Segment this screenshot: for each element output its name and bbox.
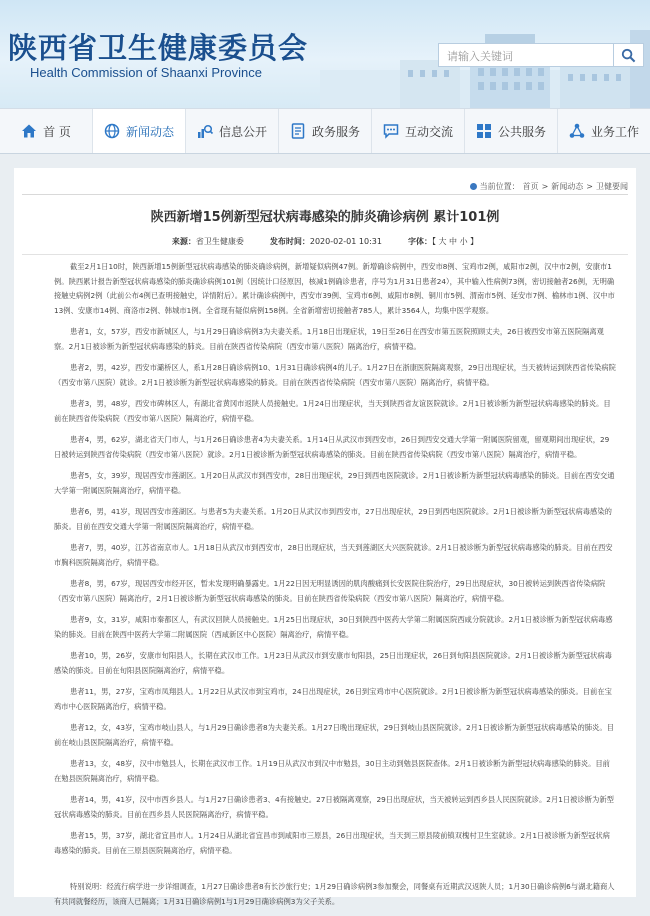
date-value: 2020-02-01 10:31 [309,237,382,246]
grid-icon [476,123,492,139]
site-title-en: Health Commission of Shaanxi Province [30,65,262,80]
article-paragraph: 患者15，男，37岁，湖北省宜昌市人。1月24日从湖北省宜昌市到咸阳市三原县，26日出现症状，当天到三原县陵前镇双槐村卫生室就诊。2月1日被诊断为新型冠状病毒感染的肺炎。目前在三原县医院隔离治疗，病情平稳。 [54,831,610,855]
nav-label: 政务服务 [311,124,360,139]
article-source [172,236,244,247]
nav-item-info-public[interactable] [186,109,279,153]
nav-item-gov-service[interactable] [279,109,372,153]
article-date [270,236,382,247]
font-size-control [408,236,478,247]
globe-icon [104,123,120,139]
article-paragraph: 患者7，男，40岁，江苏省南京市人。1月18日从武汉市到西安市，28日出现症状，当天到莲湖区大兴医院就诊。2月1日被诊断为新型冠状病毒感染的肺炎。目前在西安市胸科医院隔离治疗，病情平稳。 [54,543,613,567]
nav-item-news[interactable] [93,109,186,153]
font-label: 字体： [407,237,432,246]
home-icon [21,123,37,139]
article-paragraph: 患者9，女，31岁，咸阳市秦都区人，有武汉回陕人员接触史。1月25日出现症状，30日到陕西中医药大学第二附属医院西咸分院就诊。2月1日被诊断为新型冠状病毒感染的肺炎。目前在陕西中医药大学第二附属医院（西咸新区中心医院）隔离治疗，病情平稳。 [54,615,613,639]
breadcrumb-item-home[interactable]: 首页 [522,182,539,191]
divider [22,194,628,195]
article-paragraph: 患者12，女，43岁，宝鸡市岐山县人，与1月29日确诊患者8为夫妻关系。1月27日晚出现症状，29日到岐山县医院就诊。2月1日被诊断为新型冠状病毒感染的肺炎。目前在岐山县医院隔离治疗，病情平稳。 [54,723,614,747]
article-paragraph: 患者6，男，41岁，现居西安市莲湖区。与患者5为夫妻关系。1月20日从武汉市到西安市，27日出现症状，29日到西电医院就诊。2月1日被诊断为新型冠状病毒感染的肺炎。目前在西安交通大学第一附属医院隔离治疗，病情平稳。 [54,507,612,531]
search-button[interactable] [614,43,644,67]
nav-item-public-service[interactable] [465,109,558,153]
nav-label: 业务工作 [590,124,639,139]
article-special-note: 特别说明：经流行病学进一步详细调查，1月27日确诊患者8有长沙旅行史；1月29日确诊病例3参加聚会，同餐桌有近期武汉返陕人员；1月30日确诊病例6与湖北籍商人有共同就餐经历，该商人已隔离；1月31日确诊病例1与1月29日确诊病例3为父子关系。 [54,882,615,906]
breadcrumb-label: 当前位置： [479,182,520,191]
main-nav [0,108,650,154]
article-paragraph: 患者4，男，62岁，湖北省天门市人，与1月26日确诊患者4为夫妻关系。1月14日从武汉市到西安市，26日到西安交通大学第一附属医院留观，留观期间出现症状，29日被转运到陕西省传染病院（西安市第八医院）就诊。2月1日被诊断为新型冠状病毒感染的肺炎。目前在陕西省传染病院（西安市第八医院）隔离治疗，病情平稳。 [54,435,610,459]
header-building-illustration [320,30,650,108]
site-header [0,0,650,108]
breadcrumb-item-news[interactable]: 新闻动态 [551,182,584,191]
article-title: 陕西新增15例新型冠状病毒感染的肺炎确诊病例 累计101例 [150,210,500,225]
search-icon [621,48,636,63]
article-body [54,260,616,916]
article-paragraph: 患者5，女，39岁，现居西安市莲湖区。1月20日从武汉市到西安市，28日出现症状，29日到西电医院就诊。2月1日被诊断为新型冠状病毒感染的肺炎。目前在西安交通大学第一附属医院隔离治疗，病情平稳。 [54,471,615,495]
chat-icon [383,123,399,139]
site-title-cn[interactable]: 陕西省卫生健康委员会 [8,31,309,65]
breadcrumb [470,181,628,192]
breadcrumb-separator: > [541,182,549,191]
article-paragraph: 患者14，男，41岁，汉中市西乡县人。与1月27日确诊患者3、4有接触史。27日被隔离观察，29日出现症状，当天被转运到西乡县人民医院就诊。2月1日被诊断为新型冠状病毒感染的肺炎。目前在西乡县人民医院隔离治疗，病情平稳。 [54,795,614,819]
divider [22,254,628,255]
source-value: 省卫生健康委 [195,237,244,246]
article-paragraph: 患者3，男，48岁，西安市碑林区人，有湖北省黄冈市返陕人员接触史。1月24日出现症状，当天到陕西省友谊医院就诊。2月1日被诊断为新型冠状病毒感染的肺炎。目前在陕西省传染病院（西安市第八医院）隔离治疗，病情平稳。 [54,399,611,423]
network-icon [569,123,585,139]
article-meta [14,236,636,247]
date-label: 发布时间： [269,237,310,246]
nav-label: 首 页 [43,124,71,139]
font-size-options[interactable]: 【 大 中 小 】 [431,237,479,246]
breadcrumb-separator: > [586,182,593,191]
document-icon [290,123,306,139]
article-paragraph: 患者11，男，27岁，宝鸡市凤翔县人。1月22日从武汉市到宝鸡市，24日出现症状，26日到宝鸡市中心医院就诊。2月1日被诊断为新型冠状病毒感染的肺炎。目前在宝鸡市中心医院隔离治疗，病情平稳。 [54,687,612,711]
article-paragraph: 患者10，男，26岁，安康市旬阳县人，长期在武汉市工作。1月23日从武汉市到安康市旬阳县，25日出现症状，26日到旬阳县医院就诊。2月1日被诊断为新型冠状病毒感染的肺炎。目前在旬阳县医院隔离治疗，病情平稳。 [54,651,612,675]
article-paragraph: 截至2月1日10时，陕西新增15例新型冠状病毒感染的肺炎确诊病例，新增疑似病例47例。新增确诊病例中，西安市8例、宝鸡市2例，咸阳市2例，汉中市2例，安康市1例。陕西累计报告新型冠状病毒感染的肺炎确诊病例101例（因统计口径原因，核减1例确诊患者，序号为1月31日患者24），其中输入性病例73例，密切接触者26例，无明确接触史病例2例（此前公布4例已查明接触史，详情附后）。累计确诊病例中，西安市39例、宝鸡市6例、咸阳市8例、铜川市5例、渭南市5例、延安市7例、榆林市1例、汉中市13例、安康市14例、商洛市2例、韩城市1例。全省现有疑似病例158例。全省新增密切接触者785人，累计3564人，均集中医学观察。 [54,262,615,315]
article-paragraph: 患者8，男，67岁，现居西安市经开区，暂未发现明确暴露史。1月22日因无明显诱因的肌肉酸痛到长安医院住院治疗，29日出现症状，30日被转运到陕西省传染病院（西安市第八医院）隔离治疗，2月1日被诊断为新型冠状病毒感染的肺炎。目前在陕西省传染病院（西安市第八医院）隔离治疗，病情平稳。 [54,579,606,603]
nav-label: 新闻动态 [125,124,174,139]
nav-label: 信息公开 [218,124,267,139]
article-paragraph: 患者1，女，57岁，西安市新城区人，与1月29日确诊病例3为夫妻关系。1月18日出现症状，19日至26日在西安市第五医院照顾丈夫，26日被西安市第五医院隔离观察。2月1日被诊断为新型冠状病毒感染的肺炎。目前在陕西省传染病院（西安市第八医院）隔离治疗，病情平稳。 [54,327,604,351]
article-paragraph: 患者13，女，48岁，汉中市勉县人，长期在武汉市工作。1月19日从武汉市到汉中市勉县，30日主动到勉县医院查体。2月1日被诊断为新型冠状病毒感染的肺炎。目前在勉县医院隔离治疗，病情平稳。 [54,759,610,783]
location-dot-icon [470,183,477,190]
nav-label: 互动交流 [404,124,453,139]
nav-item-home[interactable] [0,109,93,153]
nav-item-business[interactable] [558,109,650,153]
search-input[interactable]: 请输入关键词 [438,43,614,67]
nav-label: 公共服务 [497,124,546,139]
breadcrumb-item-health-news[interactable]: 卫健要闻 [596,182,628,191]
nav-item-interaction[interactable] [372,109,465,153]
article-panel [14,168,636,906]
chart-search-icon [197,123,213,139]
article-paragraph: 患者2，男，42岁，西安市灞桥区人，系1月28日确诊病例10、1月31日确诊病例4的儿子。1月27日在浙康医院隔离观察，29日出现症状，当天被转运到陕西省传染病院（西安市第八医院）就诊。2月1日被诊断为新型冠状病毒感染的肺炎。目前在陕西省传染病院（西安市第八医院）隔离治疗，病情平稳。 [54,363,616,387]
source-label: 来源： [171,237,196,246]
